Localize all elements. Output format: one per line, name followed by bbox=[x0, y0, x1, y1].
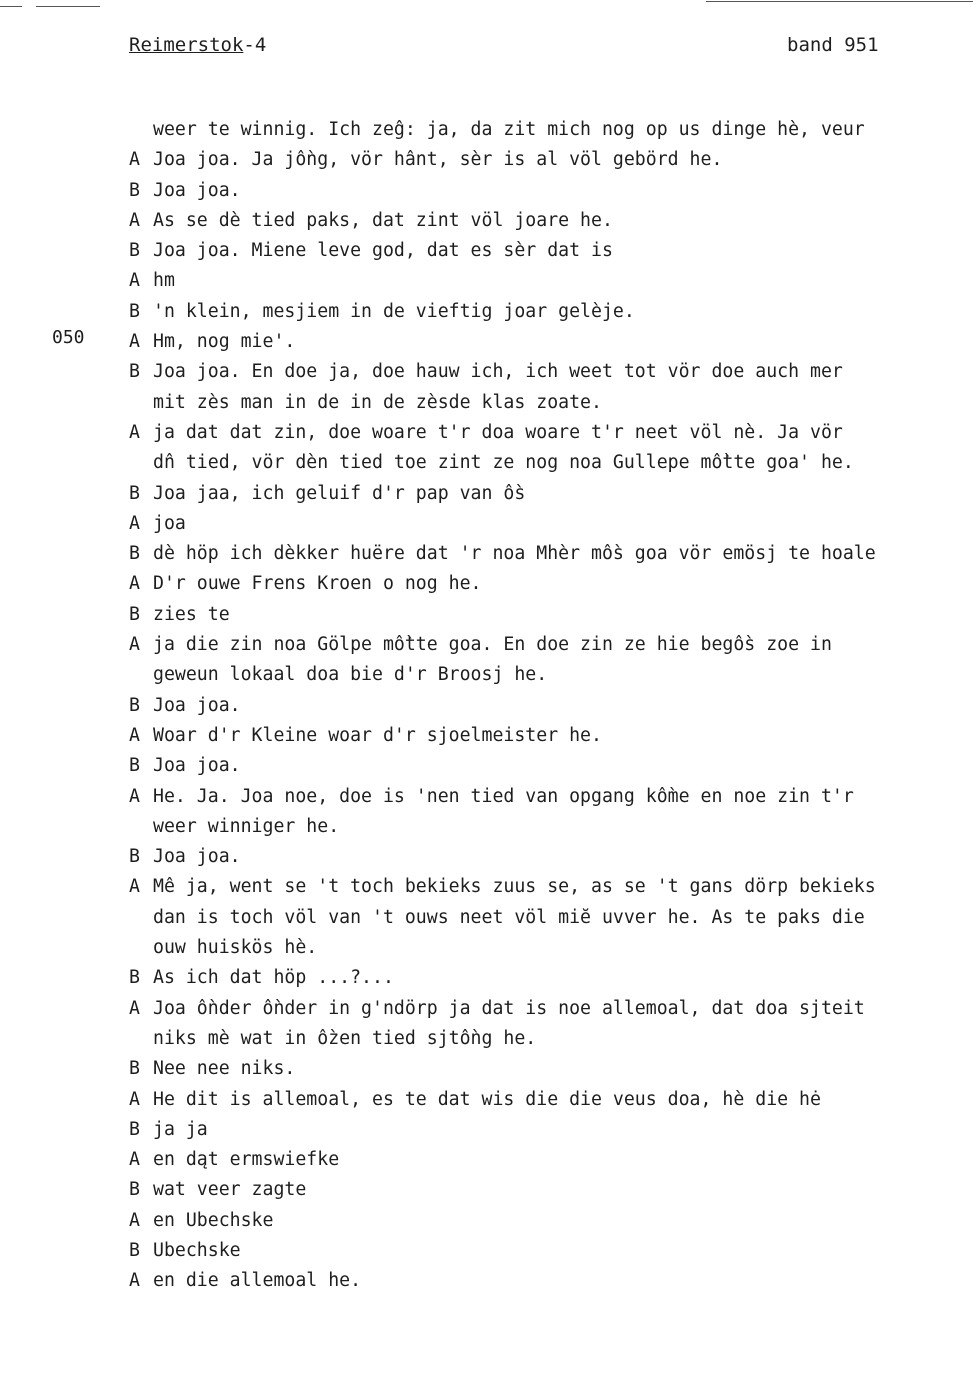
line-text: en dąt ermswiefke bbox=[153, 1149, 340, 1171]
speaker-label: A bbox=[129, 270, 140, 292]
speaker-label: B bbox=[129, 603, 140, 625]
transcript-line-7 bbox=[129, 297, 969, 327]
transcript-line-6 bbox=[129, 266, 969, 296]
line-text: weer te winnig. Ich zeĝ: ja, da zit mich nog op us dinge hè, veur bbox=[153, 119, 865, 140]
speaker-label: A bbox=[129, 421, 140, 443]
transcript-line-28 bbox=[129, 933, 969, 963]
page-title bbox=[129, 34, 266, 56]
speaker-label: B bbox=[129, 543, 140, 565]
transcript-line-4 bbox=[129, 206, 969, 236]
transcript-line-39 bbox=[129, 1266, 969, 1296]
line-text: He. Ja. Joa noe, doe is 'nen tied van opgang kồme en noe zin t'r bbox=[153, 785, 854, 807]
transcript-line-20 bbox=[129, 691, 969, 721]
speaker-label: B bbox=[129, 967, 140, 989]
transcript-line-11 bbox=[129, 418, 969, 448]
line-text: As ich dat höp ...?... bbox=[153, 967, 394, 989]
line-text: weer winniger he. bbox=[153, 815, 340, 837]
transcript-line-38 bbox=[129, 1236, 969, 1266]
transcript-line-9 bbox=[129, 357, 969, 387]
line-text: Joa joa. bbox=[153, 846, 241, 868]
transcript-line-37 bbox=[129, 1206, 969, 1236]
transcript-line-24 bbox=[129, 812, 969, 842]
transcript-line-30 bbox=[129, 994, 969, 1024]
speaker-label: B bbox=[129, 1058, 140, 1080]
line-text: mit zès man in de in de zèsde klas zoate. bbox=[153, 391, 602, 413]
transcript-line-10 bbox=[129, 388, 969, 418]
speaker-label: A bbox=[129, 149, 140, 171]
speaker-label: A bbox=[129, 997, 140, 1019]
speaker-label: A bbox=[129, 512, 140, 534]
speaker-label: A bbox=[129, 724, 140, 746]
line-text: dè höp ich dèkker huëre dat 'r noa Mhèr mồs goa vör emösj te hoale bbox=[153, 543, 876, 565]
transcript-line-8 bbox=[129, 327, 969, 357]
line-text: joa bbox=[153, 512, 186, 534]
line-text: dan is toch völ van 't ouws neet völ miĕ uvver he. As te paks die bbox=[153, 906, 865, 928]
line-text: dn̂ tied, vör dèn tied toe zint ze nog noa Gullepe mồtte goa' he. bbox=[153, 452, 854, 474]
line-text: Joa joa. En doe ja, doe hauw ich, ich weet tot vör doe auch mer bbox=[153, 361, 843, 383]
speaker-label: A bbox=[129, 209, 140, 231]
transcript-line-13 bbox=[129, 479, 969, 509]
line-text: Joa joa. bbox=[153, 179, 241, 201]
transcript-line-33 bbox=[129, 1085, 969, 1115]
speaker-label: A bbox=[129, 876, 140, 898]
transcript-line-16 bbox=[129, 569, 969, 599]
speaker-label: B bbox=[129, 482, 140, 504]
line-text: ja die zin noa Gölpe mồtte goa. En doe zin ze hie begồs zoe in bbox=[153, 634, 832, 656]
line-text: ouw huiskös hè. bbox=[153, 937, 318, 959]
speaker-label: A bbox=[129, 331, 140, 353]
transcript-line-23 bbox=[129, 782, 969, 812]
speaker-label: B bbox=[129, 1239, 140, 1261]
line-text: As se dè tied paks, dat zint völ joare he. bbox=[153, 209, 613, 231]
line-text: en Ubechske bbox=[153, 1209, 274, 1231]
transcript-line-34 bbox=[129, 1115, 969, 1145]
speaker-label: A bbox=[129, 1088, 140, 1110]
line-text: niks mè wat in ồzen tied sjtồng he. bbox=[153, 1027, 537, 1049]
speaker-label: A bbox=[129, 1149, 140, 1171]
speaker-label: A bbox=[129, 634, 140, 656]
line-text: Mê ja, went se 't toch bekieks zuus se, as se 't gans dörp bekieks bbox=[153, 876, 876, 898]
transcript-line-14 bbox=[129, 509, 969, 539]
transcript-line-12 bbox=[129, 448, 969, 478]
line-text: en die allemoal he. bbox=[153, 1270, 362, 1292]
line-text: Joa ồnder ồnder in g'ndörp ja dat is noe allemoal, dat doa sjteit bbox=[153, 997, 865, 1019]
line-text: Ubechske bbox=[153, 1239, 241, 1261]
transcript-line-21 bbox=[129, 721, 969, 751]
transcript-line-32 bbox=[129, 1054, 969, 1084]
line-text: Joa joa. bbox=[153, 694, 241, 716]
speaker-label: A bbox=[129, 785, 140, 807]
transcript-line-25 bbox=[129, 842, 969, 872]
line-text: He dit is allemoal, es te dat wis die die veus doa, hè die hė bbox=[153, 1088, 821, 1110]
line-text: Joa joa. Miene leve god, dat es sèr dat is bbox=[153, 240, 613, 262]
speaker-label: B bbox=[129, 694, 140, 716]
transcript-line-2 bbox=[129, 145, 969, 175]
line-text: ja ja bbox=[153, 1118, 208, 1140]
line-text: Hm, nog mie'. bbox=[153, 331, 296, 353]
line-text: zies te bbox=[153, 603, 230, 625]
speaker-label: B bbox=[129, 300, 140, 322]
speaker-label: B bbox=[129, 361, 140, 383]
top-rule-right bbox=[706, 1, 973, 2]
line-text: ja dat dat zin, doe woare t'r doa woare t'r neet völ nè. Ja vör bbox=[153, 421, 843, 443]
transcript-line-17 bbox=[129, 600, 969, 630]
band-label: band 951 bbox=[787, 34, 879, 56]
speaker-label: B bbox=[129, 846, 140, 868]
transcript-line-36 bbox=[129, 1175, 969, 1205]
transcript-line-31 bbox=[129, 1024, 969, 1054]
transcript-line-27 bbox=[129, 903, 969, 933]
transcript-line-1 bbox=[129, 115, 969, 145]
line-text: D'r ouwe Frens Kroen o nog he. bbox=[153, 573, 482, 595]
speaker-label: B bbox=[129, 1179, 140, 1201]
title-suffix: -4 bbox=[243, 34, 267, 56]
line-text: wat veer zagte bbox=[153, 1179, 307, 1201]
transcript-line-3 bbox=[129, 176, 969, 206]
transcript-line-29 bbox=[129, 963, 969, 993]
line-text: Joa joa. bbox=[153, 755, 241, 777]
line-text: 'n klein, mesjiem in de vieftig joar gelèje. bbox=[153, 300, 635, 322]
transcript-line-22 bbox=[129, 751, 969, 781]
title-name: Reimerstok bbox=[129, 34, 244, 56]
transcript-line-26 bbox=[129, 872, 969, 902]
line-text: geweun lokaal doa bie d'r Broosj he. bbox=[153, 664, 548, 686]
transcript-line-18 bbox=[129, 630, 969, 660]
line-text: Joa jaa, ich geluif d'r pap van ồs bbox=[153, 482, 526, 504]
transcript-line-35 bbox=[129, 1145, 969, 1175]
speaker-label: B bbox=[129, 1118, 140, 1140]
transcript-line-19 bbox=[129, 660, 969, 690]
margin-line-number: 050 bbox=[52, 327, 85, 348]
speaker-label: B bbox=[129, 179, 140, 201]
transcript bbox=[129, 115, 969, 1297]
line-text: Nee nee niks. bbox=[153, 1058, 296, 1080]
speaker-label: A bbox=[129, 1209, 140, 1231]
line-text: Joa joa. Ja jồng, vör hânt, sèr is al völ gebörd he. bbox=[153, 149, 723, 171]
speaker-label: A bbox=[129, 573, 140, 595]
transcript-line-15 bbox=[129, 539, 969, 569]
top-rule-mid bbox=[36, 6, 100, 7]
top-rule-left bbox=[0, 6, 22, 7]
speaker-label: A bbox=[129, 1270, 140, 1292]
transcript-line-5 bbox=[129, 236, 969, 266]
speaker-label: B bbox=[129, 240, 140, 262]
line-text: Woar d'r Kleine woar d'r sjoelmeister he. bbox=[153, 724, 602, 746]
speaker-label: B bbox=[129, 755, 140, 777]
line-text: hm bbox=[153, 270, 175, 292]
